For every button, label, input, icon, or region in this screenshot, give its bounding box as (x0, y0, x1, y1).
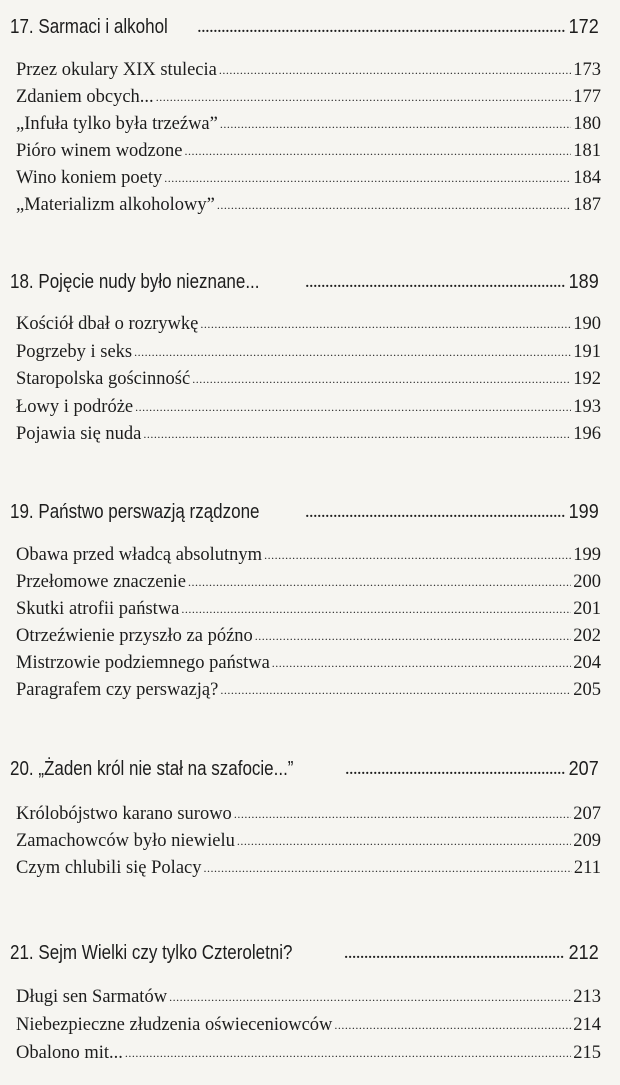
section-entry (16, 572, 601, 593)
section-entry (16, 858, 601, 879)
section-title: Obalono mit... (16, 1043, 123, 1063)
section-entry (16, 314, 601, 335)
dot-leader (135, 400, 571, 415)
chapter-page-number: 207 (568, 758, 599, 780)
section-entry (16, 195, 601, 216)
dot-leader (272, 656, 571, 671)
section-page-number: 207 (573, 804, 601, 824)
section-page-number: 191 (573, 342, 601, 362)
section-entry (16, 87, 601, 108)
dot-leader (306, 276, 565, 292)
section-title: „Infuła tylko była trzeźwa” (16, 114, 218, 134)
dot-leader (181, 602, 571, 617)
dot-leader (204, 861, 572, 876)
section-entry (16, 1015, 601, 1036)
dot-leader (134, 345, 571, 360)
section-entry (16, 804, 601, 825)
chapter-title: 19. Państwo perswazją rządzone (10, 501, 260, 523)
dot-leader (125, 1046, 571, 1061)
section-entry (16, 369, 601, 390)
section-entry (16, 599, 601, 620)
section-page-number: 202 (573, 626, 601, 646)
section-page-number: 190 (573, 314, 601, 334)
section-page-number: 192 (573, 369, 601, 389)
chapter-title: 17. Sarmaci i alkohol (10, 16, 168, 38)
dot-leader (220, 683, 571, 698)
section-title: Skutki atrofii państwa (16, 599, 180, 619)
section-entry (16, 60, 601, 81)
section-page-number: 181 (573, 141, 601, 161)
section-title: „Materializm alkoholowy” (16, 195, 215, 215)
chapter-page-number: 172 (568, 16, 599, 38)
section-title: Kościół dbał o rozrywkę (16, 314, 199, 334)
section-title: Staropolska gościnność (16, 369, 191, 389)
section-title: Mistrzowie podziemnego państwa (16, 653, 270, 673)
chapter-heading (10, 501, 600, 524)
section-entry (16, 342, 601, 363)
section-page-number: 200 (573, 572, 601, 592)
dot-leader (344, 947, 564, 963)
dot-leader (234, 807, 571, 822)
chapter-heading (10, 16, 600, 39)
section-page-number: 184 (573, 168, 601, 188)
section-page-number: 204 (573, 653, 601, 673)
dot-leader (334, 1018, 571, 1033)
dot-leader (264, 548, 571, 563)
section-title: Łowy i podróże (16, 397, 134, 417)
dot-leader (306, 506, 565, 522)
dot-leader (255, 629, 571, 644)
section-page-number: 201 (573, 599, 601, 619)
section-page-number: 199 (573, 545, 601, 565)
section-entry (16, 831, 601, 852)
dot-leader (198, 21, 565, 37)
chapter-heading (10, 758, 600, 781)
dot-leader (143, 427, 571, 442)
section-page-number: 211 (573, 858, 601, 878)
section-title: Czym chlubili się Polacy (16, 858, 202, 878)
section-page-number: 205 (573, 680, 601, 700)
chapter-heading (10, 271, 600, 294)
chapter-page-number: 212 (568, 942, 599, 964)
chapter-title: 18. Pojęcie nudy było nieznane... (10, 271, 260, 293)
section-page-number: 173 (573, 60, 601, 80)
section-title: Zamachowców było niewielu (16, 831, 235, 851)
dot-leader (188, 575, 571, 590)
section-title: Otrzeźwienie przyszło za późno (16, 626, 253, 646)
section-page-number: 187 (573, 195, 601, 215)
section-entry (16, 141, 601, 162)
chapter-heading (10, 942, 600, 965)
section-title: Długi sen Sarmatów (16, 987, 168, 1007)
section-entry (16, 168, 601, 189)
chapter-page-number: 199 (568, 501, 599, 523)
chapter-title: 21. Sejm Wielki czy tylko Czteroletni? (10, 942, 293, 964)
section-entry (16, 1043, 601, 1064)
section-title: Przełomowe znaczenie (16, 572, 187, 592)
dot-leader (156, 90, 572, 105)
section-entry (16, 397, 601, 418)
section-entry (16, 626, 601, 647)
section-page-number: 214 (573, 1015, 601, 1035)
section-title: Pogrzeby i seks (16, 342, 133, 362)
chapter-page-number: 189 (568, 271, 599, 293)
section-page-number: 215 (573, 1043, 601, 1063)
section-title: Obawa przed władcą absolutnym (16, 545, 263, 565)
section-page-number: 209 (573, 831, 601, 851)
dot-leader (237, 834, 571, 849)
dot-leader (346, 763, 565, 779)
dot-leader (169, 990, 571, 1005)
dot-leader (164, 171, 571, 186)
section-entry (16, 424, 601, 445)
dot-leader (220, 117, 571, 132)
dot-leader (200, 317, 571, 332)
section-page-number: 193 (573, 397, 601, 417)
section-entry (16, 545, 601, 566)
section-title: Paragrafem czy perswazją? (16, 680, 219, 700)
section-title: Wino koniem poety (16, 168, 163, 188)
section-title: Królobójstwo karano surowo (16, 804, 232, 824)
dot-leader (184, 144, 571, 159)
dot-leader (192, 372, 571, 387)
section-title: Przez okulary XIX stulecia (16, 60, 217, 80)
section-entry (16, 114, 601, 135)
section-title: Pojawia się nuda (16, 424, 142, 444)
section-title: Zdaniem obcych... (16, 87, 154, 107)
section-page-number: 180 (573, 114, 601, 134)
section-page-number: 213 (573, 987, 601, 1007)
section-entry (16, 680, 601, 701)
section-title: Pióro winem wodzone (16, 141, 183, 161)
section-page-number: 177 (573, 87, 601, 107)
dot-leader (217, 198, 571, 213)
dot-leader (219, 63, 571, 78)
section-title: Niebezpieczne złudzenia oświeceniowców (16, 1015, 333, 1035)
chapter-title: 20. „Żaden król nie stał na szafocie...” (10, 758, 294, 780)
section-entry (16, 987, 601, 1008)
section-page-number: 196 (573, 424, 601, 444)
section-entry (16, 653, 601, 674)
